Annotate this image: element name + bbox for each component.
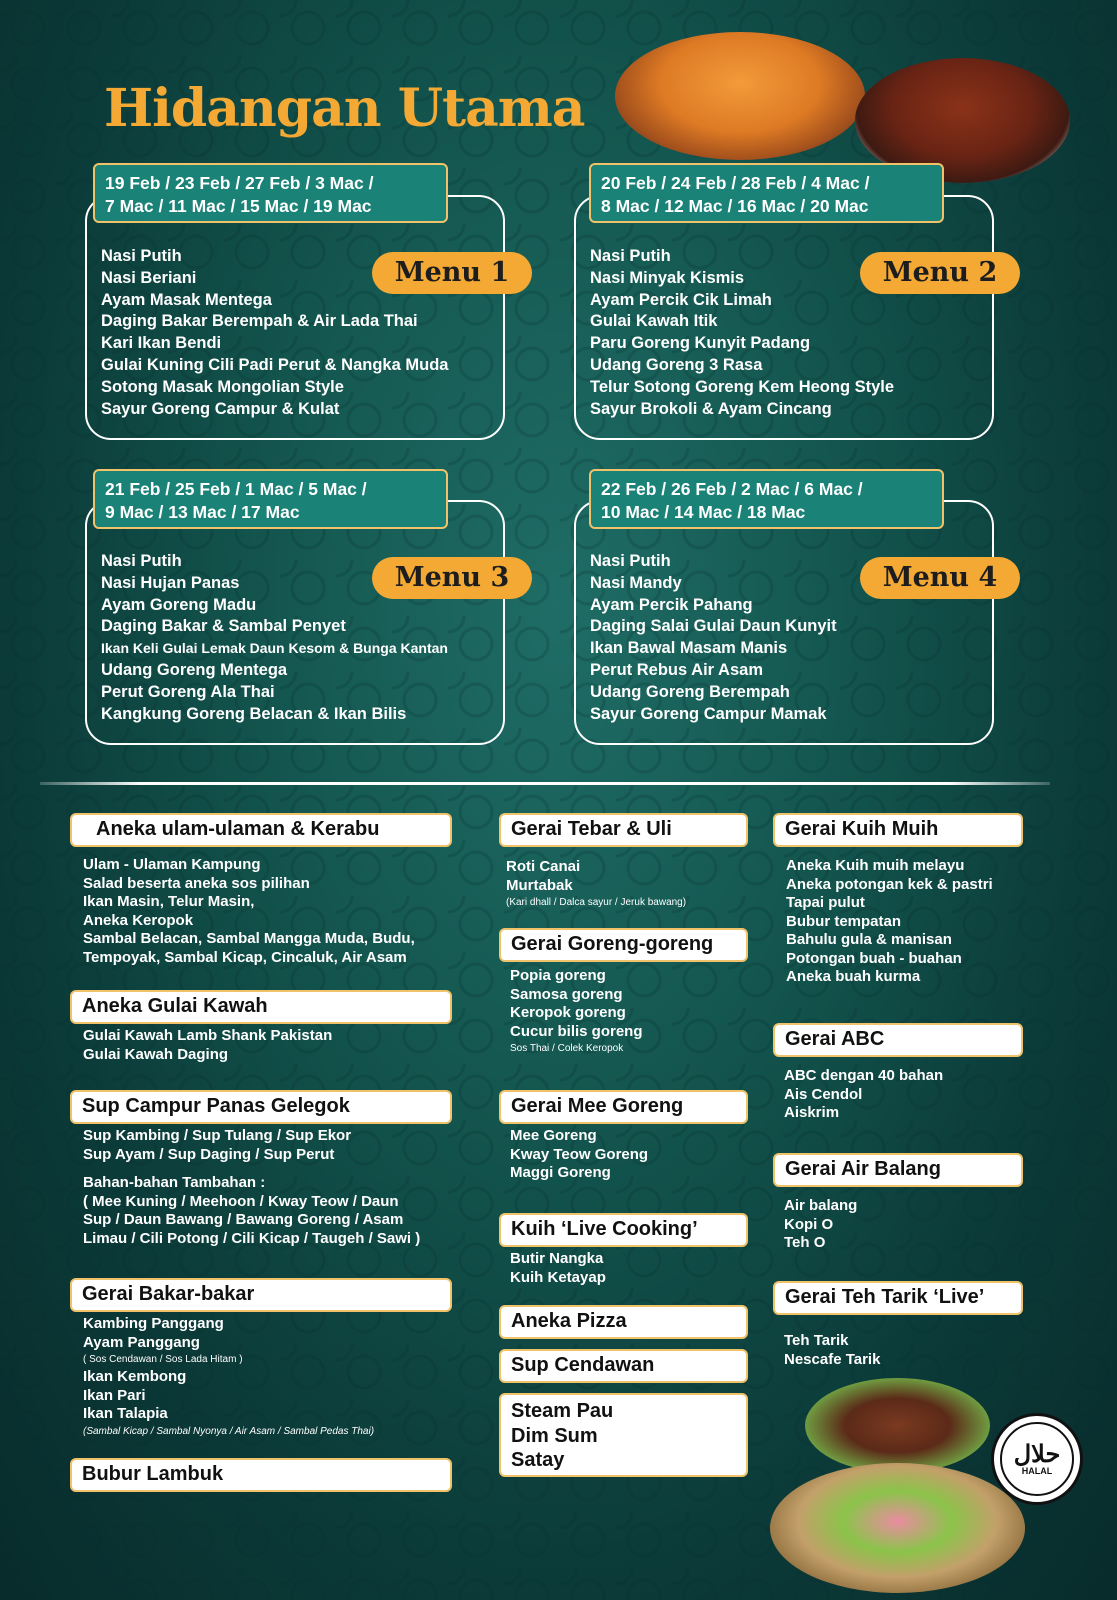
list-item: Teh Tarik	[784, 1332, 849, 1349]
list-item: Nasi Putih	[590, 247, 671, 265]
list-item: Daging Salai Gulai Daun Kunyit	[590, 617, 837, 636]
list-item: Keropok goreng	[510, 1004, 626, 1021]
list-item: Sayur Brokoli & Ayam Cincang	[590, 399, 832, 418]
list-item: Ikan Pari	[83, 1386, 146, 1404]
stall-tebar-header: Gerai Tebar & Uli	[499, 813, 748, 847]
list-item: Kopi O	[784, 1215, 834, 1233]
stall-cendawan-header: Sup Cendawan	[499, 1349, 748, 1383]
stall-kuih-live-items	[510, 1250, 606, 1287]
list-item: Ayam Percik Cik Limah	[590, 290, 772, 309]
stall-bakar-items	[83, 1315, 374, 1440]
stall-sup-items	[83, 1127, 420, 1248]
list-item: Sup Ayam / Sup Daging / Sup Perut	[83, 1145, 335, 1163]
list-item: Kambing Panggang	[83, 1315, 224, 1332]
date-line: 22 Feb / 26 Feb / 2 Mac / 6 Mac /	[601, 479, 863, 499]
list-item: Kway Teow Goreng	[510, 1145, 649, 1163]
list-item: Gulai Kawah Lamb Shank Pakistan	[83, 1027, 333, 1044]
section-divider	[40, 782, 1050, 785]
menu-4-items	[590, 551, 837, 725]
list-note: Sos Thai / Colek Keropok	[510, 1043, 624, 1054]
list-item: Sayur Goreng Campur & Kulat	[101, 399, 340, 418]
nasi-beriani-image	[615, 32, 865, 160]
list-item: Ikan Bawal Masam Manis	[590, 639, 788, 658]
list-note: ( Sos Cendawan / Sos Lada Hitam )	[83, 1354, 243, 1365]
list-item: Gulai Kawah Itik	[590, 312, 718, 331]
list-item: Cucur bilis goreng	[510, 1022, 643, 1040]
list-item: Udang Goreng Mentega	[101, 660, 288, 679]
date-line: 10 Mac / 14 Mac / 18 Mac	[601, 502, 806, 522]
kuih-basket-image	[770, 1463, 1025, 1593]
date-line: 9 Mac / 13 Mac / 17 Mac	[105, 502, 300, 522]
menu-1-dates	[93, 163, 448, 223]
menu-2-dates	[589, 163, 944, 223]
stall-kuih-header: Gerai Kuih Muih	[773, 813, 1023, 847]
menu-1-label: Menu 1	[372, 252, 532, 294]
menu-3-label: Menu 3	[372, 557, 532, 599]
list-item: Perut Goreng Ala Thai	[101, 682, 275, 701]
list-item: Ikan Keli Gulai Lemak Daun Kesom & Bunga Kantan	[101, 640, 448, 657]
list-item: Aneka buah kurma	[786, 968, 921, 985]
stall-line: Satay	[511, 1449, 565, 1471]
stall-bubur-header: Bubur Lambuk	[70, 1458, 452, 1492]
list-item: Ais Cendol	[784, 1085, 863, 1103]
list-item: Salad beserta aneka sos pilihan	[83, 874, 310, 892]
list-item: ABC dengan 40 bahan	[784, 1067, 944, 1084]
menu-3-dates	[93, 469, 448, 529]
list-item: Butir Nangka	[510, 1250, 604, 1267]
stall-tebar-items	[506, 858, 686, 911]
stall-mee-header: Gerai Mee Goreng	[499, 1090, 748, 1124]
list-item: Kari Ikan Bendi	[101, 334, 222, 353]
date-line: 8 Mac / 12 Mac / 16 Mac / 20 Mac	[601, 196, 869, 216]
list-item: Ayam Panggang	[83, 1333, 200, 1351]
list-item: Nasi Beriani	[101, 268, 197, 287]
list-item: Roti Canai	[506, 858, 581, 875]
list-item: Sotong Masak Mongolian Style	[101, 377, 344, 396]
stall-gulai-items	[83, 1027, 332, 1064]
stall-teh-items	[784, 1332, 880, 1369]
list-item: Ulam - Ulaman Kampung	[83, 856, 261, 873]
list-item: Ayam Masak Mentega	[101, 290, 272, 309]
menu-3-items	[101, 551, 448, 725]
list-item: Ikan Masin, Telur Masin,	[83, 893, 255, 910]
list-item: ( Mee Kuning / Meehoon / Kway Teow / Daun	[83, 1192, 399, 1210]
list-item: Telur Sotong Goreng Kem Heong Style	[590, 377, 895, 396]
list-item: Udang Goreng 3 Rasa	[590, 355, 763, 374]
halal-symbol: حلال	[1013, 1439, 1061, 1468]
stall-air-items	[784, 1197, 857, 1253]
stall-kuih-items	[786, 857, 993, 987]
list-item: Mee Goreng	[510, 1127, 597, 1144]
menu-2-label: Menu 2	[860, 252, 1020, 294]
list-item: Murtabak	[506, 876, 573, 894]
stall-pizza-header: Aneka Pizza	[499, 1305, 748, 1339]
stall-sup-header: Sup Campur Panas Gelegok	[70, 1090, 452, 1124]
list-item: Nasi Minyak Kismis	[590, 268, 745, 287]
menu-4-label: Menu 4	[860, 557, 1020, 599]
list-item: Nasi Putih	[101, 552, 182, 570]
list-item: Kangkung Goreng Belacan & Ikan Bilis	[101, 704, 407, 723]
list-item: Paru Goreng Kunyit Padang	[590, 334, 811, 353]
menu-4-dates	[589, 469, 944, 529]
halal-logo	[991, 1413, 1083, 1505]
date-line: 19 Feb / 23 Feb / 27 Feb / 3 Mac /	[105, 173, 374, 193]
list-item: Kuih Ketayap	[510, 1268, 606, 1286]
list-item: Aiskrim	[784, 1104, 840, 1121]
list-item: Daging Bakar & Sambal Penyet	[101, 617, 346, 636]
list-item: Tapai pulut	[786, 894, 865, 911]
list-item: Sup Kambing / Sup Tulang / Sup Ekor	[83, 1127, 352, 1144]
list-item: Teh O	[784, 1234, 826, 1251]
list-item: Samosa goreng	[510, 985, 623, 1003]
date-line: 20 Feb / 24 Feb / 28 Feb / 4 Mac /	[601, 173, 870, 193]
list-item: Bahulu gula & manisan	[786, 931, 952, 948]
date-line: 21 Feb / 25 Feb / 1 Mac / 5 Mac /	[105, 479, 367, 499]
list-item: Aneka Kuih muih melayu	[786, 857, 965, 874]
stall-teh-header: Gerai Teh Tarik ‘Live’	[773, 1281, 1023, 1315]
stall-goreng-header: Gerai Goreng-goreng	[499, 928, 748, 962]
stall-mee-items	[510, 1127, 648, 1183]
list-item: Aneka Keropok	[83, 911, 194, 929]
stall-gulai-header: Aneka Gulai Kawah	[70, 990, 452, 1024]
list-item: Gulai Kawah Daging	[83, 1045, 229, 1063]
stall-air-header: Gerai Air Balang	[773, 1153, 1023, 1187]
list-item: Sambal Belacan, Sambal Mangga Muda, Budu,	[83, 930, 415, 947]
stall-steam-header	[499, 1393, 748, 1477]
list-item: Popia goreng	[510, 967, 606, 984]
list-item: Potongan buah - buahan	[786, 949, 962, 967]
list-note: (Kari dhall / Dalca sayur / Jeruk bawang)	[506, 897, 687, 908]
halal-ring	[1000, 1422, 1074, 1496]
stall-abc-items	[784, 1067, 943, 1123]
list-note: (Sambal Kicap / Sambal Nyonya / Air Asam / Sambal Pedas Thai)	[83, 1425, 375, 1437]
list-item: Nasi Putih	[101, 247, 182, 265]
list-item: Air balang	[784, 1197, 858, 1214]
stall-kuih-live-header: Kuih ‘Live Cooking’	[499, 1213, 748, 1247]
menu-1-items	[101, 246, 448, 420]
list-item: Udang Goreng Berempah	[590, 682, 790, 701]
menu-2-items	[590, 246, 894, 420]
stall-ulam-items	[83, 856, 415, 967]
page-title: Hidangan Utama	[104, 78, 585, 139]
list-item: Gulai Kuning Cili Padi Perut & Nangka Muda	[101, 355, 449, 374]
date-line: 7 Mac / 11 Mac / 15 Mac / 19 Mac	[105, 196, 372, 216]
list-item: Limau / Cili Potong / Cili Kicap / Taugeh / Sawi )	[83, 1229, 421, 1247]
stall-goreng-items	[510, 967, 643, 1057]
list-item: Ikan Kembong	[83, 1368, 187, 1385]
satay-image	[805, 1378, 990, 1473]
list-item: Sup / Daun Bawang / Bawang Goreng / Asam	[83, 1211, 404, 1228]
list-item: Aneka potongan kek & pastri	[786, 875, 993, 893]
list-item: Daging Bakar Berempah & Air Lada Thai	[101, 312, 418, 331]
list-item: Ikan Talapia	[83, 1405, 168, 1422]
list-item: Maggi Goreng	[510, 1164, 611, 1181]
list-item: Nasi Putih	[590, 552, 671, 570]
list-item: Bahan-bahan Tambahan :	[83, 1174, 266, 1191]
list-item: Bubur tempatan	[786, 912, 902, 930]
list-item: Ayam Goreng Madu	[101, 595, 257, 614]
list-item: Perut Rebus Air Asam	[590, 660, 763, 679]
list-item: Tempoyak, Sambal Kicap, Cincaluk, Air Asam	[83, 948, 407, 966]
halal-label: HALAL	[1021, 1466, 1053, 1476]
list-item: Sayur Goreng Campur Mamak	[590, 704, 827, 723]
list-item: Nasi Hujan Panas	[101, 573, 240, 592]
list-item: Ayam Percik Pahang	[590, 595, 753, 614]
stall-ulam-header: Aneka ulam-ulaman & Kerabu	[70, 813, 452, 847]
stall-abc-header: Gerai ABC	[773, 1023, 1023, 1057]
list-item: Nescafe Tarik	[784, 1350, 881, 1368]
stall-line: Dim Sum	[511, 1424, 598, 1447]
stall-line: Steam Pau	[511, 1400, 614, 1422]
list-item: Nasi Mandy	[590, 573, 682, 592]
stall-bakar-header: Gerai Bakar-bakar	[70, 1278, 452, 1312]
